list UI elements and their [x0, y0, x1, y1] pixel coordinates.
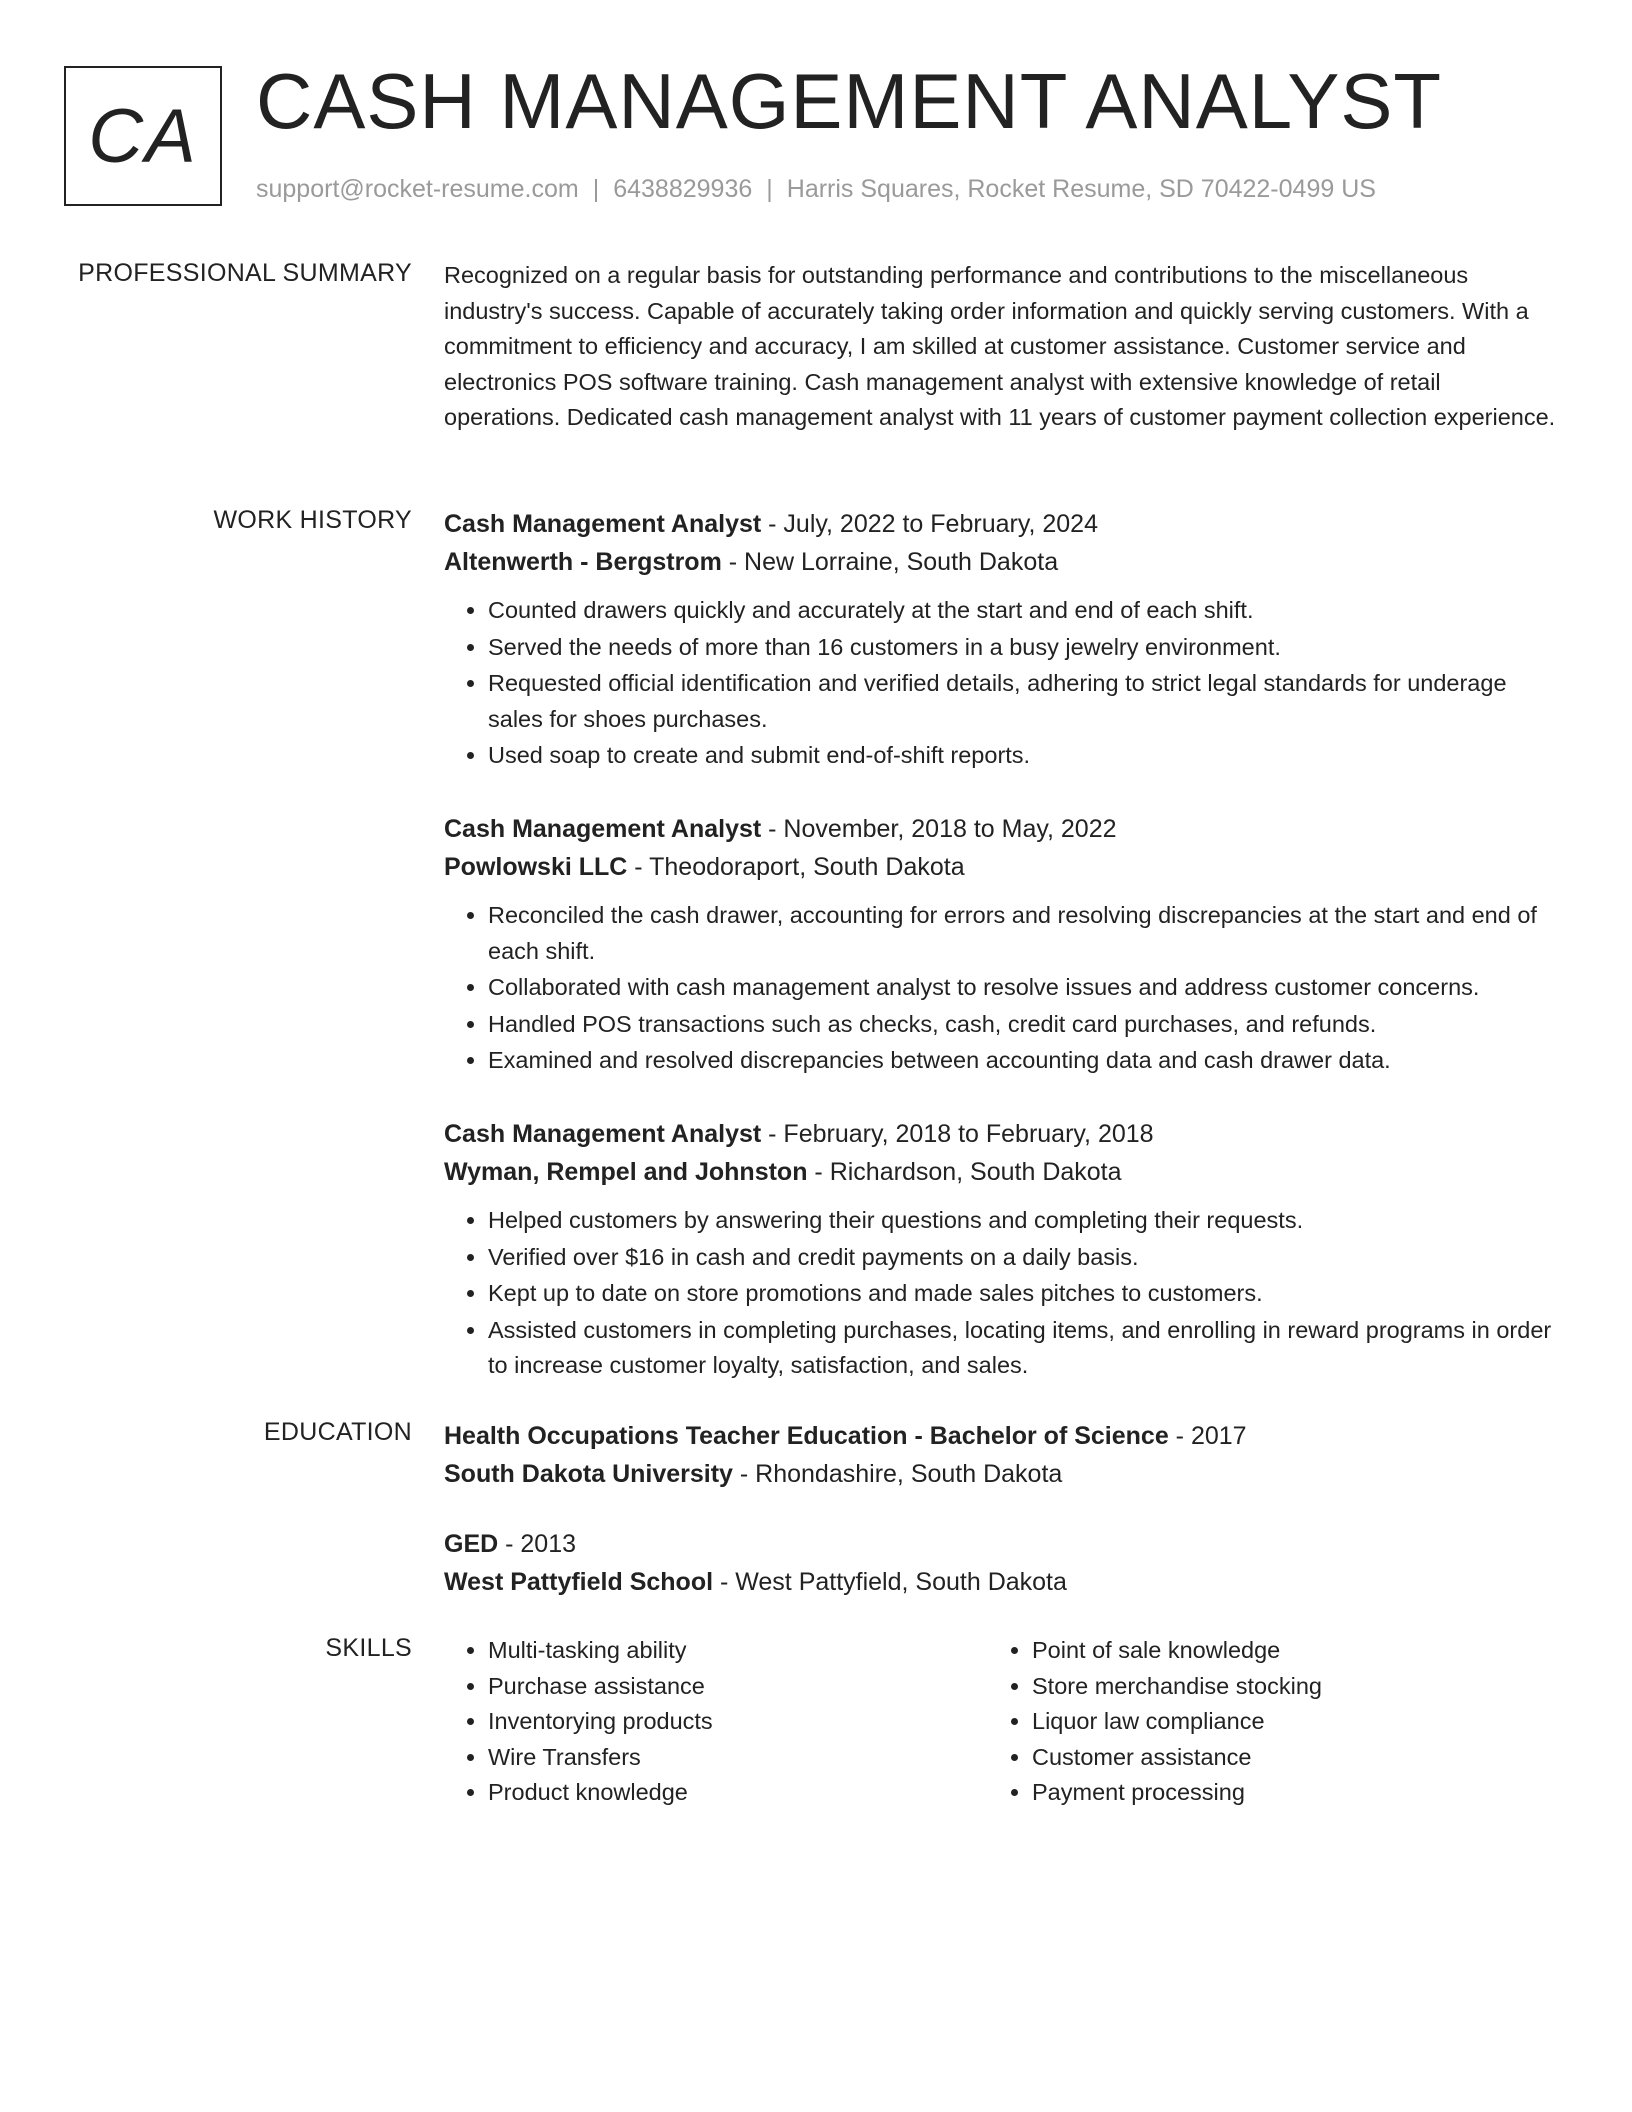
skill-item: • Purchase assistance	[488, 1669, 988, 1705]
skills-list-right	[988, 1633, 1532, 1811]
summary-body	[444, 258, 1556, 436]
school: South Dakota University	[444, 1460, 733, 1488]
skill-item: • Multi-tasking ability	[488, 1633, 988, 1669]
list-item: • Used soap to create and submit end-of-shift reports.	[488, 738, 1556, 774]
job-company-line	[444, 848, 1556, 886]
education-entry	[444, 1417, 1556, 1493]
education-body	[444, 1417, 1556, 1633]
job-bullets	[444, 898, 1556, 1079]
section-label-skills: SKILLS	[325, 1634, 412, 1662]
job-bullets	[444, 593, 1556, 774]
list-item: • Collaborated with cash management analyst to resolve issues and address customer concerns.	[488, 970, 1556, 1006]
school-location: - West Pattyfield, South Dakota	[713, 1568, 1067, 1596]
school-line	[444, 1455, 1556, 1493]
education-entry	[444, 1525, 1556, 1601]
phone-text: 6438829936	[613, 175, 753, 203]
skill-item: • Point of sale knowledge	[1032, 1633, 1532, 1669]
job-company: Powlowski LLC	[444, 852, 628, 881]
skill-item: • Product knowledge	[488, 1775, 988, 1811]
job-dates: - February, 2018 to February, 2018	[761, 1119, 1154, 1148]
job-title: Cash Management Analyst	[444, 510, 762, 538]
degree-year: - 2013	[498, 1530, 577, 1558]
separator: |	[766, 175, 773, 203]
school-location: - Rhondashire, South Dakota	[732, 1460, 1063, 1488]
list-item: • Requested official identification and verified details, adhering to strict legal standards for underage sales for shoes purchases.	[488, 666, 1556, 737]
job-location: - New Lorraine, South Dakota	[721, 548, 1059, 576]
degree-line	[444, 1417, 1556, 1455]
job-title-line	[444, 810, 1556, 848]
skill-item: • Liquor law compliance	[1032, 1704, 1532, 1740]
list-item: • Counted drawers quickly and accurately at the start and end of each shift.	[488, 593, 1556, 629]
list-item: • Handled POS transactions such as checks, cash, credit card purchases, and refunds.	[488, 1007, 1556, 1043]
degree: GED	[444, 1530, 499, 1558]
job-company: Altenwerth - Bergstrom	[444, 548, 722, 576]
skill-item: • Inventorying products	[488, 1704, 988, 1740]
separator: |	[592, 175, 600, 203]
job-location: - Richardson, South Dakota	[807, 1157, 1122, 1186]
skill-item: • Wire Transfers	[488, 1740, 988, 1776]
contact-line	[256, 174, 1376, 204]
job-dates: - July, 2022 to February, 2024	[761, 510, 1098, 538]
job-entry	[444, 810, 1556, 1079]
email-text: support@rocket-resume.com	[256, 175, 579, 203]
skills-list-left	[444, 1633, 988, 1811]
skills-body	[444, 1633, 1556, 1811]
school-line	[444, 1563, 1556, 1601]
list-item: • Helped customers by answering their questions and completing their requests.	[488, 1203, 1556, 1239]
address-text: Harris Squares, Rocket Resume, SD 70422-0499 US	[786, 175, 1376, 203]
degree-line	[444, 1525, 1556, 1563]
job-title-line	[444, 505, 1556, 543]
job-dates: - November, 2018 to May, 2022	[761, 814, 1117, 843]
list-item: • Assisted customers in completing purchases, locating items, and enrolling in reward programs in order to increase customer loyalty, satisfaction, and sales.	[488, 1313, 1556, 1384]
list-item: • Served the needs of more than 16 customers in a busy jewelry environment.	[488, 630, 1556, 666]
job-entry	[444, 505, 1556, 774]
degree: Health Occupations Teacher Education - Bachelor of Science	[444, 1422, 1169, 1450]
list-item: • Verified over $16 in cash and credit payments on a daily basis.	[488, 1240, 1556, 1276]
skills-grid	[444, 1633, 1556, 1811]
section-label-education: EDUCATION	[263, 1418, 412, 1446]
job-location: - Theodoraport, South Dakota	[627, 852, 965, 881]
monogram-logo: CA	[64, 66, 222, 206]
job-company: Wyman, Rempel and Johnston	[444, 1157, 808, 1186]
school: West Pattyfield School	[444, 1568, 714, 1596]
work-history-body	[444, 505, 1556, 1410]
summary-text: Recognized on a regular basis for outstanding performance and contributions to the miscellaneous industry's success. Capable of accurately taking order information and quickly serving customers. With a commitment to efficiency and accuracy, I am skilled at customer assistance. Customer service and electronics POS software training. Cash management analyst with extensive knowledge of retail operations. Dedicated cash management analyst with 11 years of customer payment collection experience.	[444, 262, 1556, 431]
skill-item: • Payment processing	[1032, 1775, 1532, 1811]
section-label-work-history: WORK HISTORY	[213, 506, 412, 534]
job-entry	[444, 1115, 1556, 1384]
page-title: CASH MANAGEMENT ANALYST	[256, 57, 1443, 145]
section-label-summary: PROFESSIONAL SUMMARY	[78, 259, 412, 287]
list-item: • Kept up to date on store promotions and made sales pitches to customers.	[488, 1276, 1556, 1312]
list-item: • Examined and resolved discrepancies between accounting data and cash drawer data.	[488, 1043, 1556, 1079]
skill-item: • Customer assistance	[1032, 1740, 1532, 1776]
job-title: Cash Management Analyst	[444, 1119, 762, 1148]
skill-item: • Store merchandise stocking	[1032, 1669, 1532, 1705]
list-item: • Reconciled the cash drawer, accounting for errors and resolving discrepancies at the start and end of each shift.	[488, 898, 1556, 969]
job-company-line	[444, 543, 1556, 581]
job-company-line	[444, 1153, 1556, 1191]
job-bullets	[444, 1203, 1556, 1384]
degree-year: - 2017	[1168, 1422, 1247, 1450]
job-title: Cash Management Analyst	[444, 814, 762, 843]
job-title-line	[444, 1115, 1556, 1153]
